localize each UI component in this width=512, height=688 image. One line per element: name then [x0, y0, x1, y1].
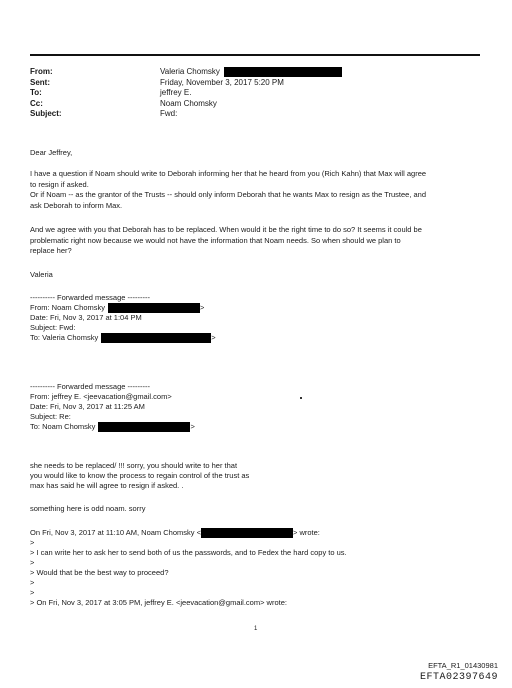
sent-row: [30, 78, 480, 89]
quoted-intro-line: [30, 528, 490, 538]
quoted-intro: On Fri, Nov 3, 2017 at 11:10 AM, Noam Chomsky <: [30, 528, 201, 537]
efta-id-small: EFTA_R1_01430981: [428, 661, 498, 670]
forward-subject: Subject: Re:: [30, 412, 71, 421]
paragraph-line: I have a question if Noam should write to Deborah informing her that he heard from you (Rich Kahn) that Max will agree: [30, 169, 427, 178]
forward-to-line: [30, 422, 430, 432]
paragraph-line: to resign if asked.: [30, 179, 89, 189]
cc-label: Cc:: [30, 98, 43, 108]
subject-row: [30, 109, 480, 120]
subject-label: Subject:: [30, 109, 62, 118]
redaction-box: [98, 422, 190, 432]
to-row: [30, 88, 480, 99]
cc-row: [30, 99, 480, 110]
to-label: To:: [30, 88, 42, 97]
from-label: From:: [30, 67, 53, 76]
redaction-box: [201, 528, 293, 538]
subject-value: Fwd:: [160, 109, 178, 118]
stray-mark: [300, 397, 302, 399]
signature: Valeria: [30, 270, 53, 279]
sent-label: Sent:: [30, 77, 50, 87]
quoted-line: >: [30, 538, 35, 547]
page-number: 1: [254, 626, 258, 632]
redaction-box: [224, 67, 342, 77]
message-body: [30, 148, 492, 159]
forward-from: From: Noam Chomsky: [30, 303, 106, 312]
paragraph-line: ask Deborah to inform Max.: [30, 200, 123, 210]
bracket-close: >: [211, 333, 216, 342]
forwarded-message-2: [30, 382, 430, 432]
reply-line: she needs to be replaced/ !!! sorry, you should write to her that: [30, 461, 238, 470]
forward-to-line: [30, 333, 430, 343]
paragraph-2: [30, 225, 492, 257]
efta-id-large: EFTA02397649: [419, 672, 498, 683]
to-value: jeffrey E.: [160, 88, 192, 97]
from-row: [30, 67, 480, 78]
reply-line: you would like to know the process to regain control of the trust as: [30, 471, 250, 480]
forward-subject: Subject: Fwd:: [30, 323, 76, 332]
from-value: Valeria Chomsky: [160, 67, 220, 76]
cc-value: Noam Chomsky: [160, 98, 217, 108]
forward-date: Date: Fri, Nov 3, 2017 at 1:04 PM: [30, 313, 142, 322]
redaction-box: [101, 333, 211, 343]
quoted-intro-end: > wrote:: [292, 528, 320, 537]
reply-block: [30, 461, 430, 491]
quoted-line: > I can write her to ask her to send both of us the passwords, and to Fedex the hard copy to us.: [30, 548, 347, 557]
paragraph-line: Or if Noam -- as the grantor of the Trusts -- should only inform Deborah that he wants Max to resign as the Trustee, and: [30, 190, 427, 199]
paragraph-line: And we agree with you that Deborah has to be replaced. When would it be the right time to do so? It seems it could be: [30, 225, 422, 234]
signature-block: [30, 270, 492, 281]
quoted-line: >: [30, 578, 35, 587]
greeting: Dear Jeffrey,: [30, 148, 73, 157]
redaction-box: [108, 303, 200, 313]
forward-marker: ---------- Forwarded message ---------: [30, 293, 150, 302]
reply-line: something here is odd noam. sorry: [30, 504, 146, 513]
paragraph-line: replace her?: [30, 246, 72, 255]
forwarded-message-1: [30, 293, 430, 343]
forward-marker: ---------- Forwarded message ---------: [30, 382, 150, 391]
sent-value: Friday, November 3, 2017 5:20 PM: [160, 77, 284, 87]
forward-date: Date: Fri, Nov 3, 2017 at 11:25 AM: [30, 402, 145, 411]
forward-to: To: Noam Chomsky: [30, 422, 96, 431]
forward-from: From: jeffrey E. <jeevacation@gmail.com>: [30, 392, 172, 401]
bracket-close: >: [190, 422, 195, 431]
quoted-thread: [30, 528, 490, 608]
email-header: [30, 67, 480, 120]
quoted-line: >: [30, 558, 35, 567]
quoted-line: >: [30, 588, 35, 597]
quoted-line: > On Fri, Nov 3, 2017 at 3:05 PM, jeffrey E. <jeevacation@gmail.com> wrote:: [30, 598, 287, 607]
forward-from-line: [30, 303, 430, 313]
bracket-close: >: [200, 303, 205, 312]
forward-to: To: Valeria Chomsky: [30, 333, 99, 342]
header-rule: [30, 54, 480, 56]
reply-note: [30, 504, 430, 514]
reply-line: max has said he will agree to resign if asked. .: [30, 481, 184, 490]
quoted-line: > Would that be the best way to proceed?: [30, 568, 169, 577]
paragraph-1: [30, 169, 492, 211]
paragraph-line: problematic right now because we would not have the information that Noam needs. So when should we plan to: [30, 235, 401, 245]
